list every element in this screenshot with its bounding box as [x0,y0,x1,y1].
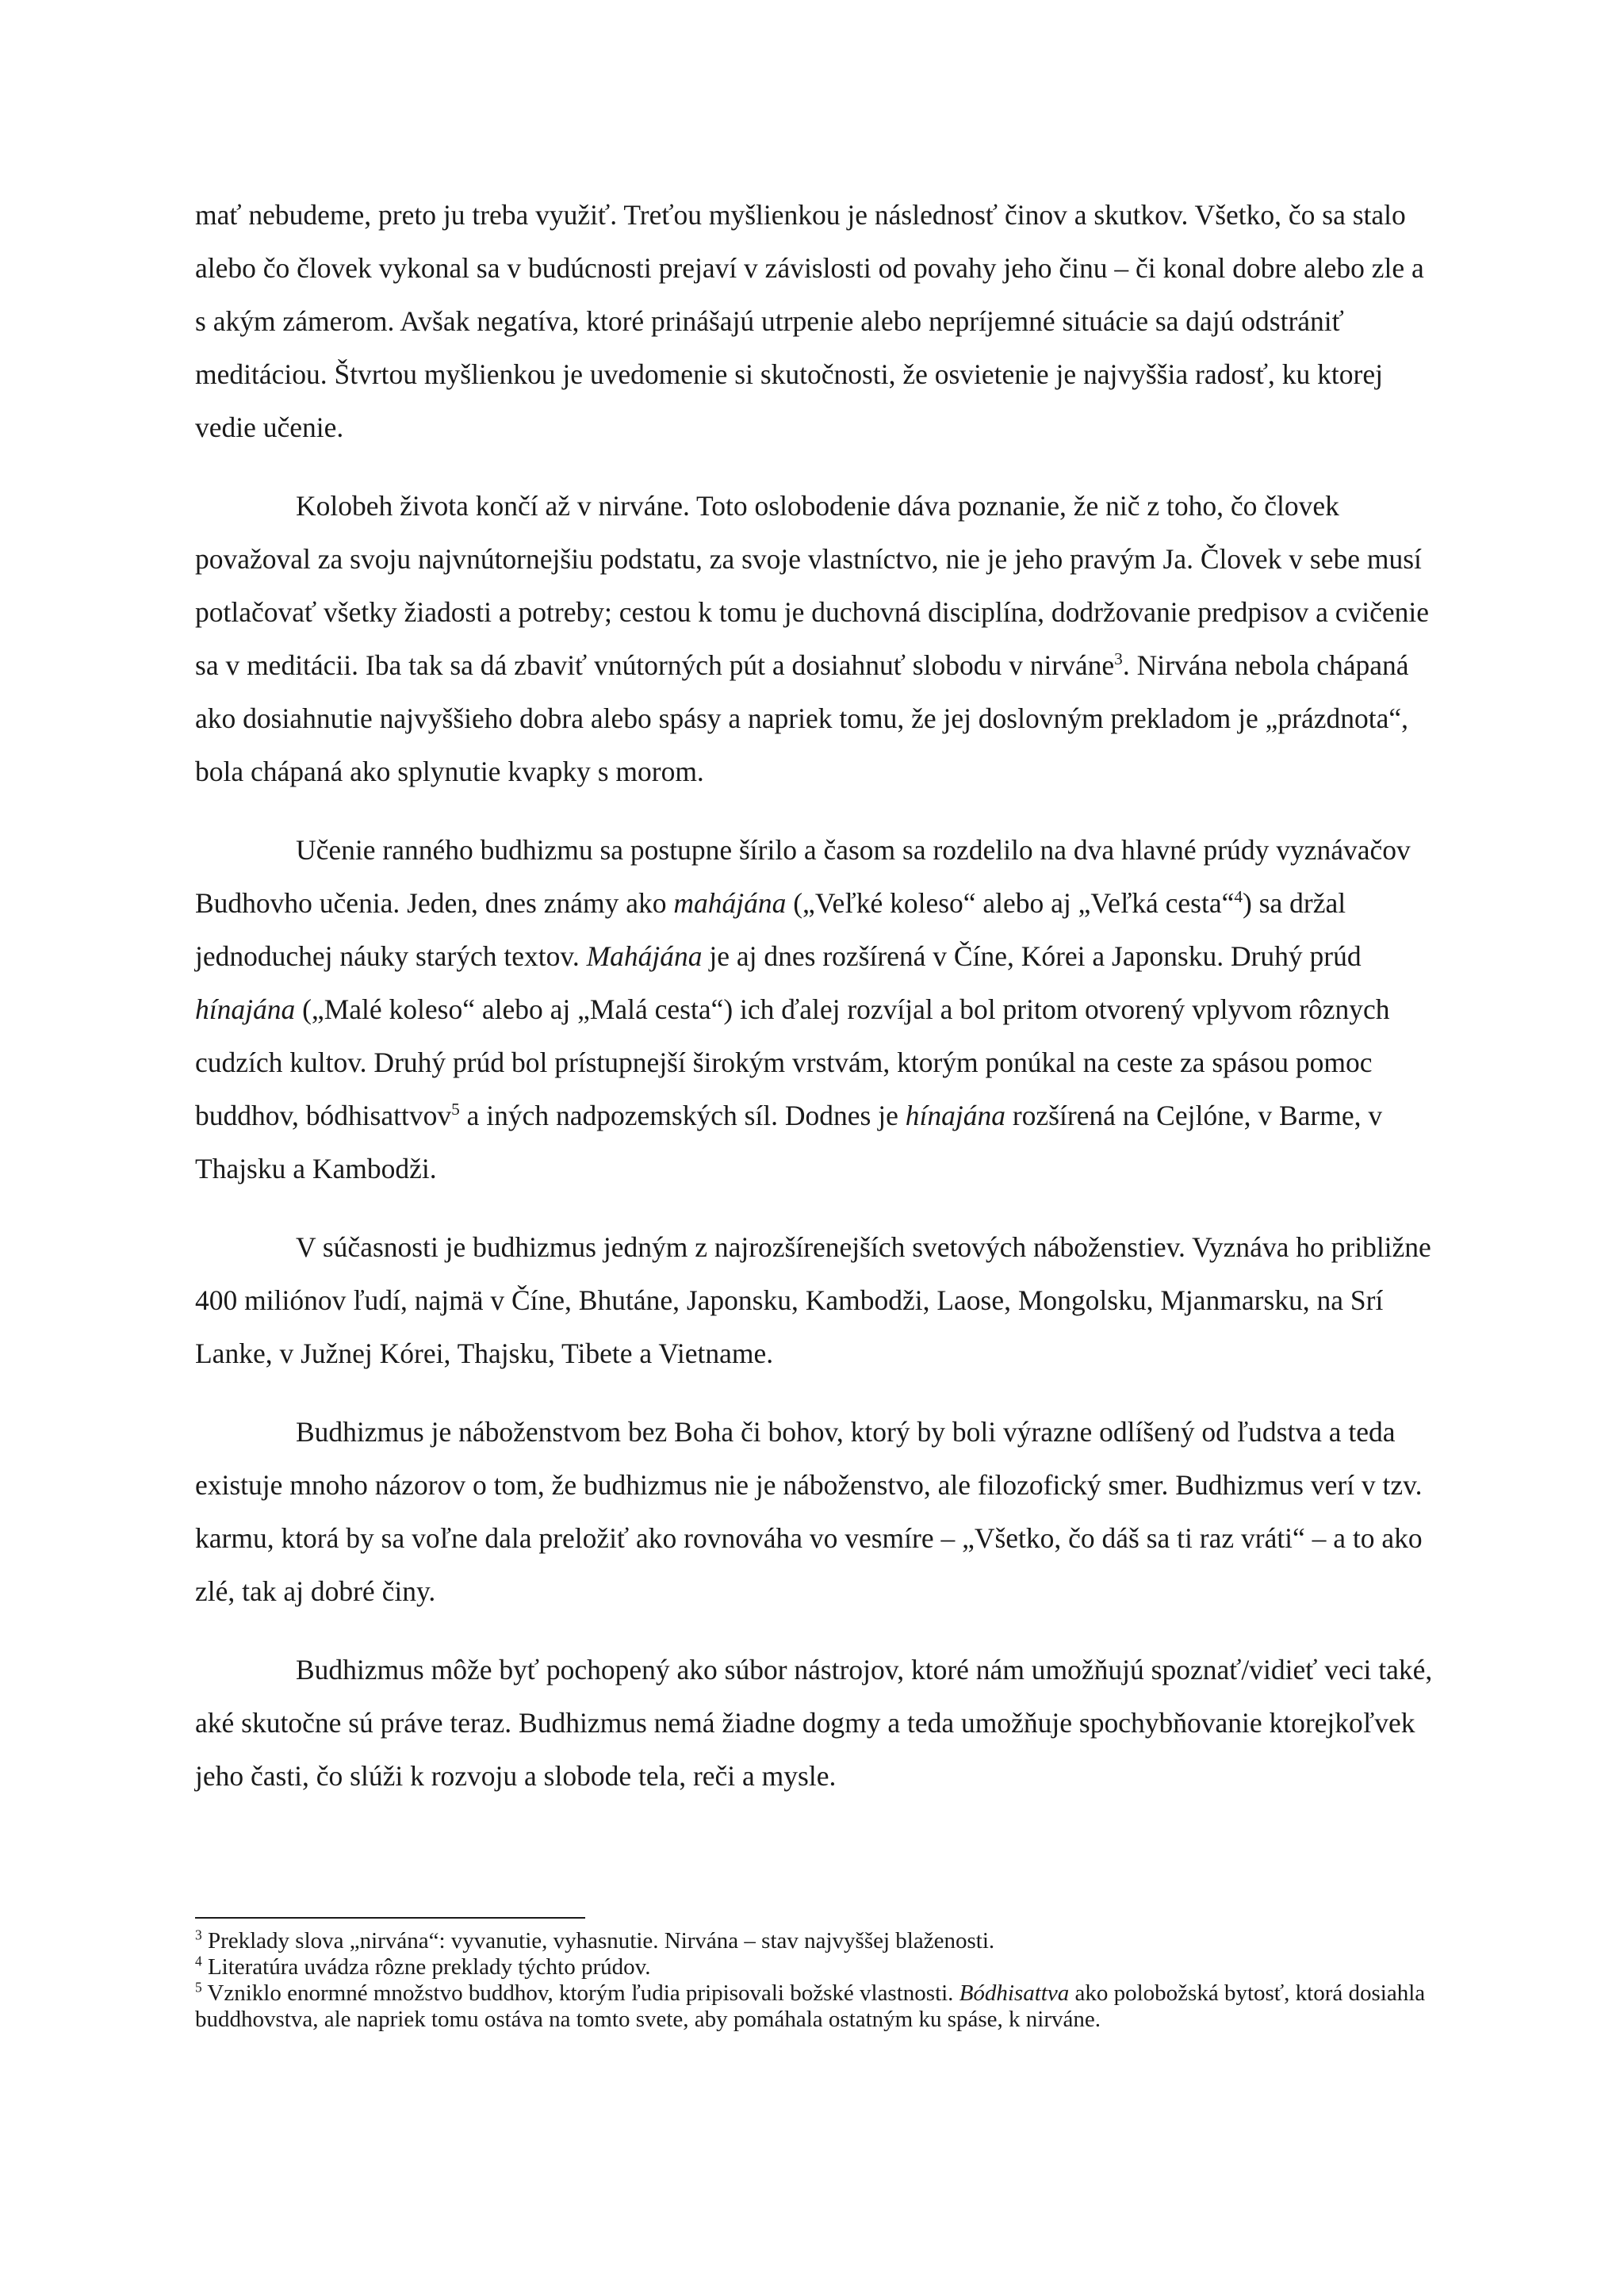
text-run: rozšírená na Cejlóne, v Barme, v Thajsku a Kambodži. [195,1100,1383,1184]
text-run: Preklady slova „nirvána“: vyvanutie, vyhasnutie. Nirvána – stav najvyššej blaženosti. [201,1928,995,1954]
text-run: Budhizmus je náboženstvom bez Boha či bohov, ktorý by boli výrazne odlíšený od ľudstva a teda existuje mnoho názorov o tom, že budhizmus nie je náboženstvo, ale filozofický smer. Budhizmus verí v tzv. karmu, ktorá by sa voľne dala preložiť ako rovnováha vo vesmíre – „Všetko, čo dáš sa ti raz vráti“ – a to ako zlé, tak aj dobré činy. [195,1416,1423,1607]
text-run: Kolobeh života končí až v nirváne. Toto oslobodenie dáva poznanie, že nič z toho, čo človek považoval za svoju najvnútornejšiu podstatu, za svoje vlastníctvo, nie je jeho pravým Ja. Človek v sebe musí potlačovať všetky žiadosti a potreby; cestou k tomu je duchovná disciplína, dodržovanie predpisov a cvičenie sa v meditácii. Iba tak sa dá zbaviť vnútorných pút a dosiahnuť slobodu v nirváne [195,490,1430,681]
text-run: je aj dnes rozšírená v Číne, Kórei a Japonsku. Druhý prúd [702,940,1362,972]
paragraph-3 [195,824,1442,1196]
italic-term: hínajána [195,993,296,1025]
footnote-4 [195,1954,1442,1980]
text-run: („Veľké koleso“ alebo aj „Veľká cesta“ [786,887,1235,919]
text-run: V súčasnosti je budhizmus jedným z najrozšírenejších svetových náboženstiev. Vyznáva ho približne 400 miliónov ľudí, najmä v Číne, Bhutáne, Japonsku, Kambodži, Laose, Mongolsku, Mjanmarsku, na Srí Lanke, v Južnej Kórei, Thajsku, Tibete a Vietname. [195,1231,1431,1369]
text-run: Literatúra uvádza rôzne preklady týchto prúdov. [201,1954,651,1980]
italic-term: Bódhisattva [959,1980,1070,2006]
paragraph-6 [195,1644,1442,1803]
italic-term: hínajána [905,1100,1005,1131]
footnote-marker: 4 [1234,887,1243,907]
footnotes [195,1928,1442,2033]
text-run: Vzniklo enormné množstvo buddhov, ktorým ľudia pripisovali božské vlastnosti. [201,1980,959,2006]
footnote-marker: 3 [195,1927,202,1943]
text-run: . Nirvána nebola chápaná ako dosiahnutie najvyššieho dobra alebo spásy a napriek tomu, že jej doslovným prekladom je „prázdnota“, bola chápaná ako splynutie kvapky s morom. [195,649,1409,787]
paragraph-5 [195,1406,1442,1618]
footnote-marker: 4 [195,1953,202,1969]
paragraph-1 [195,189,1442,454]
italic-term: Mahájána [586,940,703,972]
text-run: Budhizmus môže byť pochopený ako súbor nástrojov, ktoré nám umožňujú spoznať/vidieť veci také, aké skutočne sú práve teraz. Budhizmus nemá žiadne dogmy a teda umožňuje spochybňovanie ktorejkoľvek jeho časti, čo slúži k rozvoju a slobode tela, reči a mysle. [195,1654,1433,1792]
footnote-marker: 5 [195,1979,202,1996]
footnote-separator [195,1917,585,1919]
text-run: mať nebudeme, preto ju treba využiť. Treťou myšlienkou je následnosť činov a skutkov. Všetko, čo sa stalo alebo čo človek vykonal sa v budúcnosti prejaví v závislosti od povahy jeho činu – či konal dobre alebo zle a s akým zámerom. Avšak negatíva, ktoré prinášajú utrpenie alebo nepríjemné situácie sa dajú odstrániť meditáciou. Štvrtou myšlienkou je uvedomenie si skutočnosti, že osvietenie je najvyššia radosť, ku ktorej vedie učenie. [195,199,1424,443]
text-run: ) sa držal jednoduchej náuky starých textov. [195,887,1346,972]
text-run: ako polobožská bytosť, ktorá dosiahla buddhovstva, ale napriek tomu ostáva na tomto svete, aby pomáhala ostatným ku spáse, k nirváne. [195,1980,1426,2032]
italic-term: mahájána [673,887,787,919]
footnote-marker: 5 [451,1100,460,1119]
text-run: a iných nadpozemských síl. Dodnes je [459,1100,906,1131]
footnote-3 [195,1928,1442,1954]
footnote-5 [195,1980,1442,2033]
body-text [195,189,1442,1828]
text-run: („Malé koleso“ alebo aj „Malá cesta“) ich ďalej rozvíjal a bol pritom otvorený vplyvom rôznych cudzích kultov. Druhý prúd bol prístupnejší širokým vrstvám, ktorým ponúkal na ceste za spásou pomoc buddhov, bódhisattvov [195,993,1390,1131]
footnote-marker: 3 [1114,649,1123,669]
text-run: Učenie ranného budhizmu sa postupne šírilo a časom sa rozdelilo na dva hlavné prúdy vyznávačov Budhovho učenia. Jeden, dnes známy ako [195,834,1411,919]
paragraph-2 [195,480,1442,798]
paragraph-4 [195,1221,1442,1380]
